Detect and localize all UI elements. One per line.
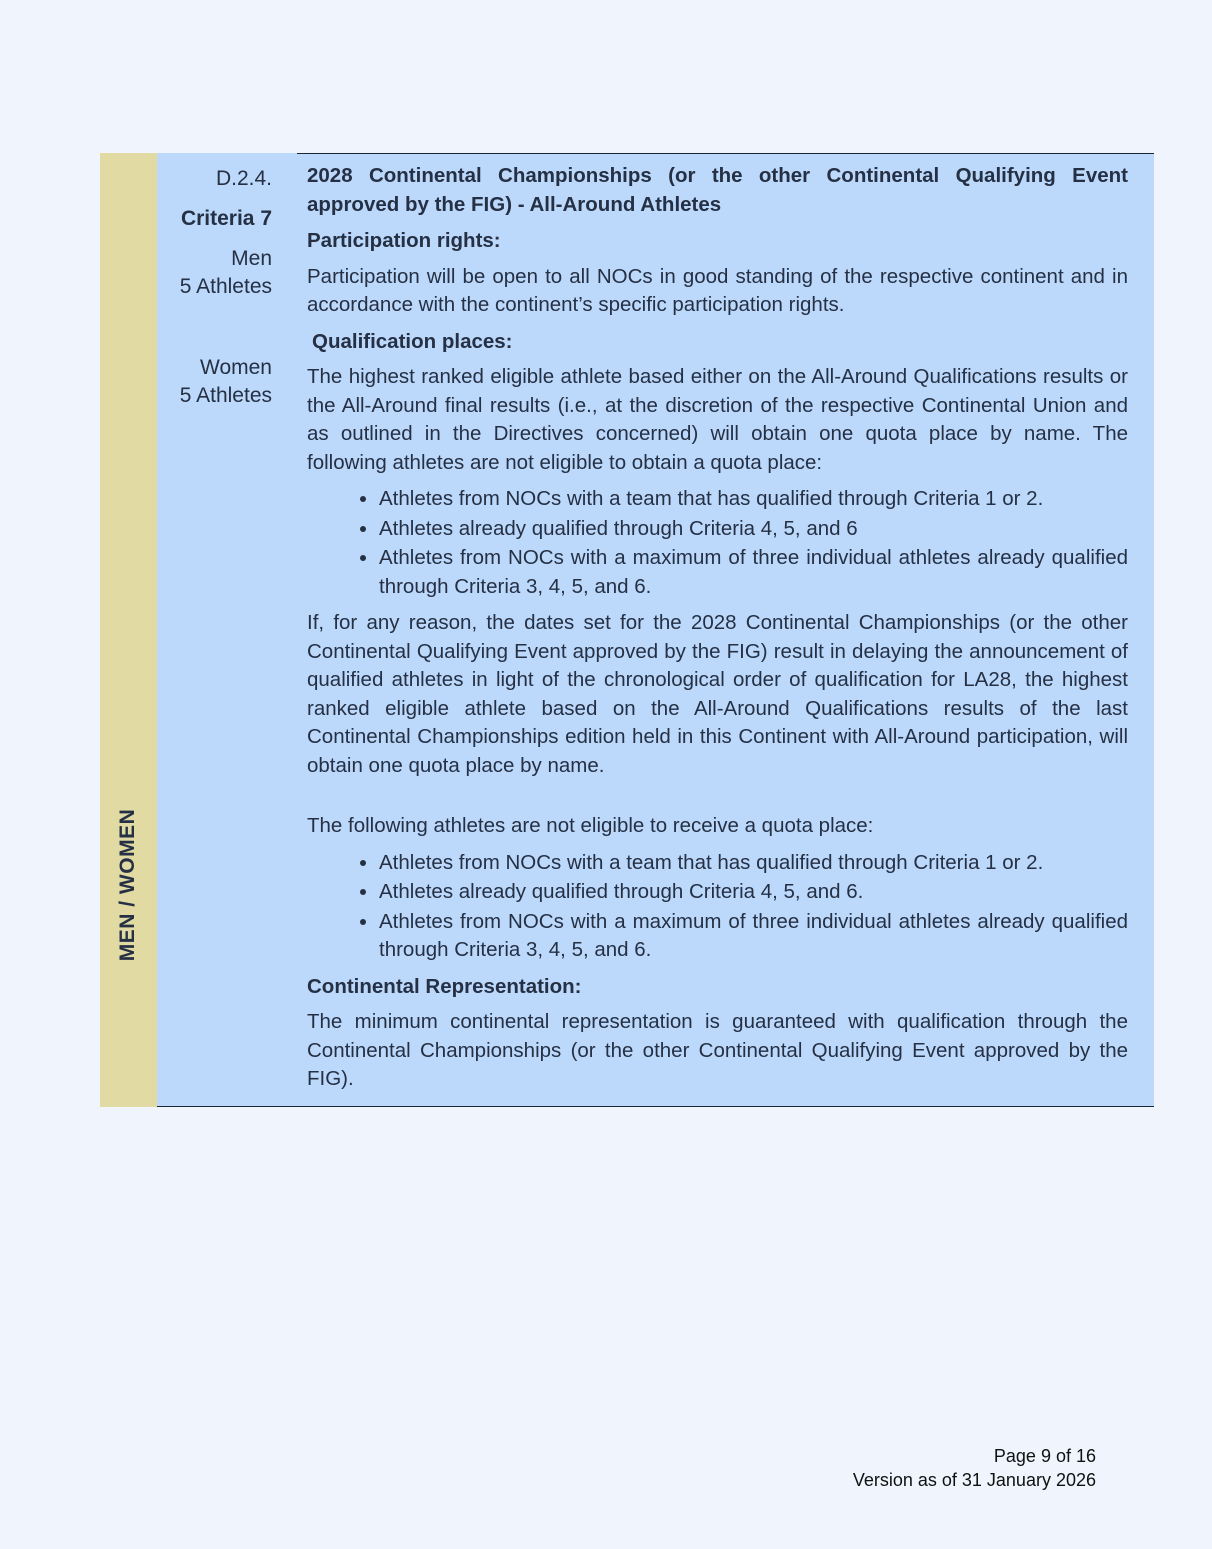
- description-content: [307, 162, 1128, 1102]
- side-band: [100, 153, 157, 1107]
- participation-heading: Participation rights:: [307, 229, 501, 252]
- continental-heading: Continental Representation:: [307, 974, 582, 998]
- men-label: Men: [231, 247, 272, 270]
- delay-text: If, for any reason, the dates set for the 2028 Continental Championships (or the other Continental Qualifying Event approved by the FIG) result in delaying the announcement of qualified athletes in light of the chronological order of qualification for LA28, the highest ranked eligible athlete based on the All-Around Qualifications results of the last Continental Championships edition held in this Continent with All-Around participation, will obtain one quota place by name.: [307, 611, 1128, 777]
- page-number: Page 9 of 16: [993, 1446, 1096, 1466]
- qualification-table: [100, 153, 1154, 1107]
- participation-text: Participation will be open to all NOCs in good standing of the respective continent and in accordance with the continent’s specific participation rights.: [307, 264, 1128, 316]
- section-code: D.2.4.: [215, 167, 272, 190]
- qualification-heading: Qualification places:: [312, 329, 513, 353]
- list-item: • Athletes from NOCs with a team that has qualified through Criteria 1 or 2.: [379, 485, 1128, 514]
- list-item: • Athletes already qualified through Criteria 4, 5, and 6: [379, 515, 1128, 544]
- criteria-column: [157, 153, 297, 1107]
- list-item: • Athletes already qualified through Criteria 4, 5, and 6.: [379, 878, 1128, 907]
- women-count: 5 Athletes: [179, 384, 272, 407]
- criteria-label: Criteria 7: [180, 207, 272, 230]
- side-label: MEN / WOMEN: [116, 808, 139, 962]
- section-title: 2028 Continental Championships (or the other Continental Qualifying Event approved by the FIG) - All-Around Athletes: [307, 164, 1128, 216]
- men-count: 5 Athletes: [179, 275, 272, 298]
- list-item: • Athletes from NOCs with a maximum of three individual athletes already qualified through Criteria 3, 4, 5, and 6.: [379, 544, 1128, 601]
- continental-text: The minimum continental representation is guaranteed with qualification through the Continental Championships (or the other Continental Qualifying Event approved by the FIG).: [307, 1010, 1128, 1090]
- version-date: Version as of 31 January 2026: [852, 1470, 1096, 1490]
- ineligible-list-1: [307, 485, 1128, 601]
- page-footer: [853, 1444, 1096, 1492]
- list-item: • Athletes from NOCs with a team that has qualified through Criteria 1 or 2.: [379, 849, 1128, 878]
- ineligible-list-2: [307, 849, 1128, 965]
- not-eligible-text: The following athletes are not eligible to receive a quota place:: [307, 814, 874, 837]
- list-item: • Athletes from NOCs with a maximum of three individual athletes already qualified through Criteria 3, 4, 5, and 6.: [379, 908, 1128, 965]
- women-label: Women: [200, 356, 272, 379]
- qualification-text: The highest ranked eligible athlete based either on the All-Around Qualifications results or the All-Around final results (i.e., at the discretion of the respective Continental Union and as outlined in the Directives concerned) will obtain one quota place by name. The following athletes are not eligible to obtain a quota place:: [307, 365, 1128, 474]
- description-column: [297, 153, 1154, 1107]
